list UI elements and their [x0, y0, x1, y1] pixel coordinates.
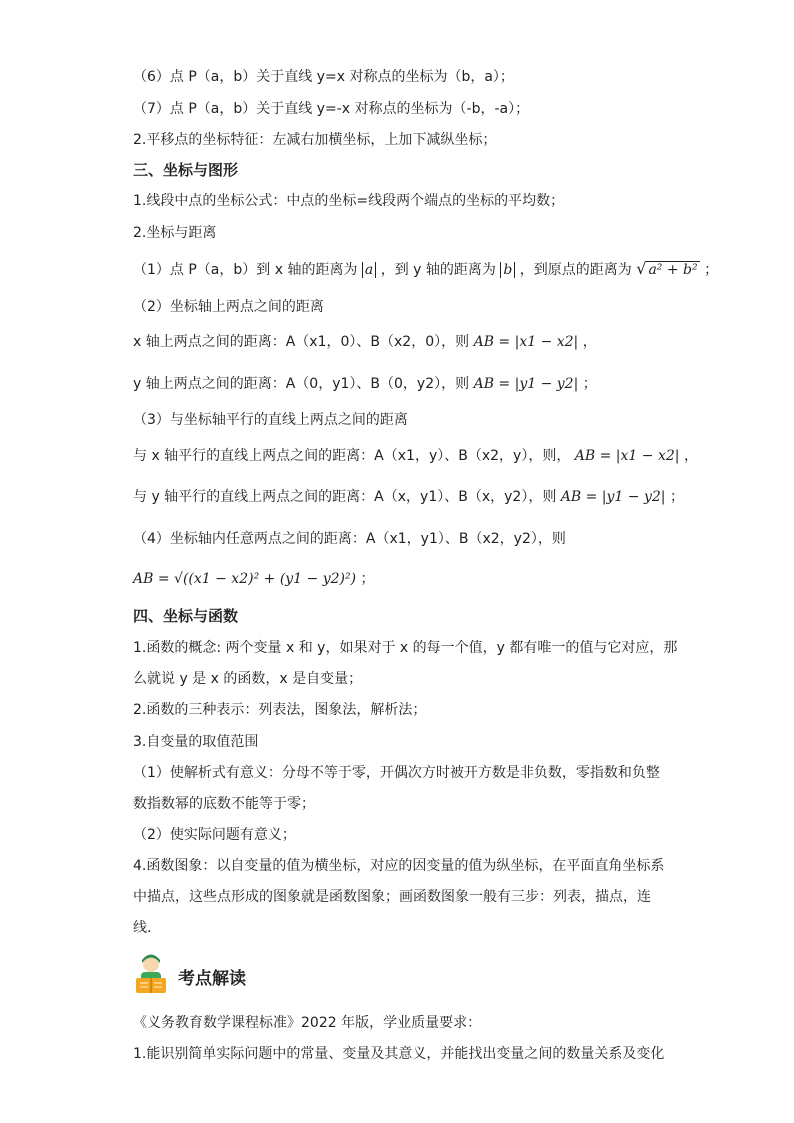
y-axis-distance-text: y 轴上两点之间的距离：A（0，y1）、B（0，y2），则 — [133, 376, 470, 392]
x-axis-distance-end: ， — [582, 334, 597, 350]
distance-text-c: ，到原点的距离为 — [519, 262, 632, 278]
text-line-5: 1.线段中点的坐标公式：中点的坐标=线段两个端点的坐标的平均数； — [133, 193, 565, 209]
x-axis-distance-formula: AB = |x1 − x2| — [473, 334, 579, 350]
text-line-11: （3）与坐标轴平行的直线上两点之间的距离 — [133, 412, 408, 428]
y-axis-distance-formula: AB = |y1 − y2| — [473, 376, 579, 392]
text-line-20: 3.自变量的取值范围 — [133, 734, 259, 750]
parallel-y-distance-line — [133, 486, 684, 508]
x-axis-distance-text: x 轴上两点之间的距离：A（x1，0）、B（x2，0），则 — [133, 334, 470, 350]
parallel-y-end: ； — [669, 489, 684, 505]
text-line-21: （1）使解析式有意义：分母不等于零，开偶次方时被开方数是非负数，零指数和负整 — [133, 765, 660, 781]
distance-line — [133, 258, 718, 281]
text-line-26: 线. — [133, 920, 152, 936]
parallel-x-text: 与 x 轴平行的直线上两点之间的距离：A（x1，y）、B（x2，y），则， — [133, 448, 571, 464]
y-axis-distance-line — [133, 373, 597, 395]
text-line-2: （7）点 P（a，b）关于直线 y=-x 对称点的坐标为（-b，-a）； — [133, 101, 530, 117]
sqrt-formula: √ a² + b² — [636, 259, 698, 278]
text-line-24: 4.函数图象：以自变量的值为横坐标，对应的因变量的值为纵坐标，在平面直角坐标系 — [133, 858, 665, 874]
text-line-18: 么就说 y 是 x 的函数，x 是自变量； — [133, 671, 363, 687]
text-line-22: 数指数幂的底数不能等于零； — [133, 796, 315, 812]
distance-text-b: ，到 y 轴的距离为 — [380, 262, 496, 278]
general-distance-end: ； — [360, 571, 375, 587]
y-axis-distance-end: ； — [582, 376, 597, 392]
parallel-y-formula: AB = |y1 − y2| — [560, 489, 666, 505]
text-line-3: 2.平移点的坐标特征：左减右加横坐标，上加下减纵坐标； — [133, 132, 497, 148]
text-line-25: 中描点，这些点形成的图象就是函数图象；画函数图象一般有三步：列表，描点，连 — [133, 889, 651, 905]
parallel-x-end: ， — [683, 448, 698, 464]
text-line-8: （2）坐标轴上两点之间的距离 — [133, 299, 324, 315]
parallel-x-formula: AB = |x1 − x2| — [574, 448, 680, 464]
text-line-28: 《义务教育数学课程标准》2022 年版，学业质量要求： — [133, 1015, 482, 1031]
badge-title: 考点解读 — [178, 969, 246, 989]
distance-text-a: （1）点 P（a，b）到 x 轴的距离为 — [133, 262, 358, 278]
parallel-x-distance-line — [133, 445, 698, 467]
text-line-14: （4）坐标轴内任意两点之间的距离：A（x1，y1）、B（x2，y2），则 — [133, 531, 566, 547]
text-line-23: （2）使实际问题有意义； — [133, 827, 296, 843]
reader-with-book-icon — [133, 952, 169, 994]
text-line-6: 2.坐标与距离 — [133, 225, 217, 241]
distance-text-d: ； — [704, 262, 719, 278]
text-line-17: 1.函数的概念: 两个变量 x 和 y，如果对于 x 的每一个值，y 都有唯一的值与它对应，那 — [133, 640, 678, 656]
parallel-y-text: 与 y 轴平行的直线上两点之间的距离：A（x，y1）、B（x，y2），则 — [133, 489, 557, 505]
x-axis-distance-line — [133, 331, 597, 353]
sqrt-body: a² + b² — [648, 262, 698, 278]
abs-b: b — [500, 262, 515, 278]
abs-a: a — [362, 262, 376, 278]
text-line-1: （6）点 P（a，b）关于直线 y=x 对称点的坐标为（b，a）； — [133, 69, 514, 85]
text-line-19: 2.函数的三种表示：列表法，图象法，解析法； — [133, 702, 427, 718]
section-heading-4: 四、坐标与函数 — [133, 607, 239, 625]
text-line-29: 1.能识别简单实际问题中的常量、变量及其意义，并能找出变量之间的数量关系及变化 — [133, 1046, 665, 1062]
section-heading-3: 三、坐标与图形 — [133, 161, 239, 179]
general-distance-formula: AB = √((x1 − x2)² + (y1 − y2)²) — [133, 571, 357, 587]
general-distance-line — [133, 568, 375, 590]
